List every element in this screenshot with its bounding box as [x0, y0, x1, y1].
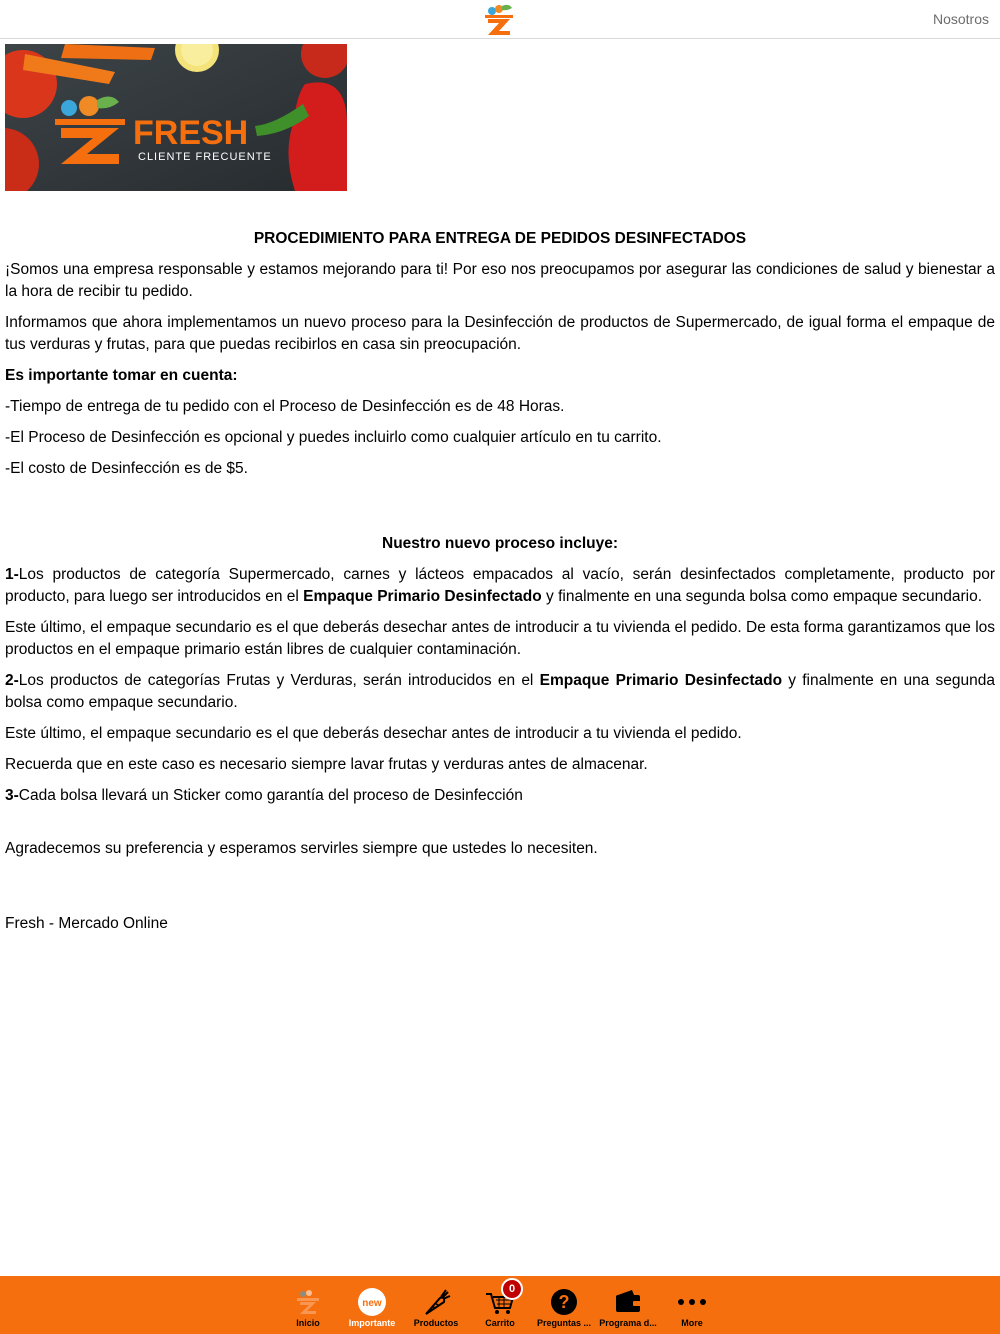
tab-carrito-label: Carrito [485, 1318, 515, 1328]
info-paragraph: Informamos que ahora implementamos un nuevo proceso para la Desinfección de productos de Supermercado, de igual forma el empaque de tus verduras y frutas, para que puedas recibirlos en casa sin preocupación. [5, 314, 995, 353]
step-3: 3-Cada bolsa llevará un Sticker como garantía del proceso de Desinfección [5, 787, 523, 804]
top-navigation-bar [0, 0, 1000, 39]
thanks-paragraph: Agradecemos su preferencia y esperamos servirles siempre que ustedes lo necesiten. [5, 840, 598, 857]
tab-inicio[interactable] [276, 1276, 340, 1334]
step-3-number: 3- [5, 787, 19, 804]
tab-preguntas[interactable] [532, 1276, 596, 1334]
bottom-tab-bar [0, 1276, 1000, 1334]
note-cost: -El costo de Desinfección es de $5. [5, 460, 248, 477]
intro-paragraph: ¡Somos una empresa responsable y estamos mejorando para ti! Por eso nos preocupamos por asegurar las condiciones de salud y bienestar a la hora de recibir tu pedido. [5, 261, 995, 300]
tab-productos[interactable] [404, 1276, 468, 1334]
cart-count-badge: 0 [501, 1278, 523, 1300]
tab-inicio-label: Inicio [296, 1318, 320, 1328]
tab-more-label: More [681, 1318, 703, 1328]
important-heading: Es importante tomar en cuenta: [5, 367, 238, 384]
process-heading: Nuestro nuevo proceso incluye: [382, 535, 618, 552]
article-content [5, 228, 995, 944]
tab-preguntas-label: Preguntas ... [536, 1318, 591, 1328]
step-2-reminder: Recuerda que en este caso es necesario siempre lavar frutas y verduras antes de almacenar. [5, 756, 648, 773]
step-2: 2-Los productos de categorías Frutas y Verduras, serán introducidos en el Empaque Primario Desinfectado y finalmente en una segunda bolsa como empaque secundario. [5, 672, 995, 711]
banner-illustration [5, 44, 347, 191]
step-1-number: 1- [5, 566, 19, 583]
step-1: 1-Los productos de categoría Supermercado, carnes y lácteos empacados al vacío, serán desinfectados completamente, producto por producto, para luego ser introducidos en el Empaque Primario Desinfectado y finalmente en una segunda bolsa como empaque secundario. [5, 566, 995, 605]
tab-programa[interactable] [596, 1276, 660, 1334]
note-delivery-time: -Tiempo de entrega de tu pedido con el Proceso de Desinfección es de 48 Horas. [5, 398, 565, 415]
signature: Fresh - Mercado Online [5, 915, 168, 932]
home-logo-icon [292, 1286, 324, 1318]
nosotros-link[interactable]: Nosotros [932, 11, 989, 27]
tab-more[interactable] [660, 1276, 724, 1334]
carrot-icon [420, 1286, 452, 1318]
more-dots-icon [676, 1286, 708, 1318]
step-2-note: Este último, el empaque secundario es el que deberás desechar antes de introducir a tu vivienda el pedido. [5, 725, 742, 742]
step-1-note: Este último, el empaque secundario es el que deberás desechar antes de introducir a tu vivienda el pedido. De esta forma garantizamos que los productos en el empaque primario están libres de cualquier contaminación. [5, 619, 996, 658]
new-badge-icon [356, 1286, 388, 1318]
tab-importante-label: Importante [348, 1318, 396, 1328]
tab-productos-label: Productos [413, 1318, 459, 1328]
banner-brand-text: FRESH [133, 114, 249, 152]
wallet-icon [612, 1286, 644, 1318]
tab-carrito[interactable] [468, 1276, 532, 1334]
question-icon [548, 1286, 580, 1318]
banner-subtitle-text: CLIENTE FRECUENTE [138, 151, 272, 163]
article-title: PROCEDIMIENTO PARA ENTREGA DE PEDIDOS DESINFECTADOS [253, 230, 747, 247]
tab-programa-label: Programa d... [599, 1318, 657, 1328]
note-optional: -El Proceso de Desinfección es opcional y puedes incluirlo como cualquier artículo en tu carrito. [5, 429, 662, 446]
new-badge-text: new [362, 1298, 382, 1309]
svg-text:?: ? [558, 1292, 570, 1312]
tab-importante[interactable] [340, 1276, 404, 1334]
step-2-number: 2- [5, 672, 19, 689]
fresh-banner-image [5, 44, 347, 191]
fresh-logo-icon [482, 2, 516, 38]
